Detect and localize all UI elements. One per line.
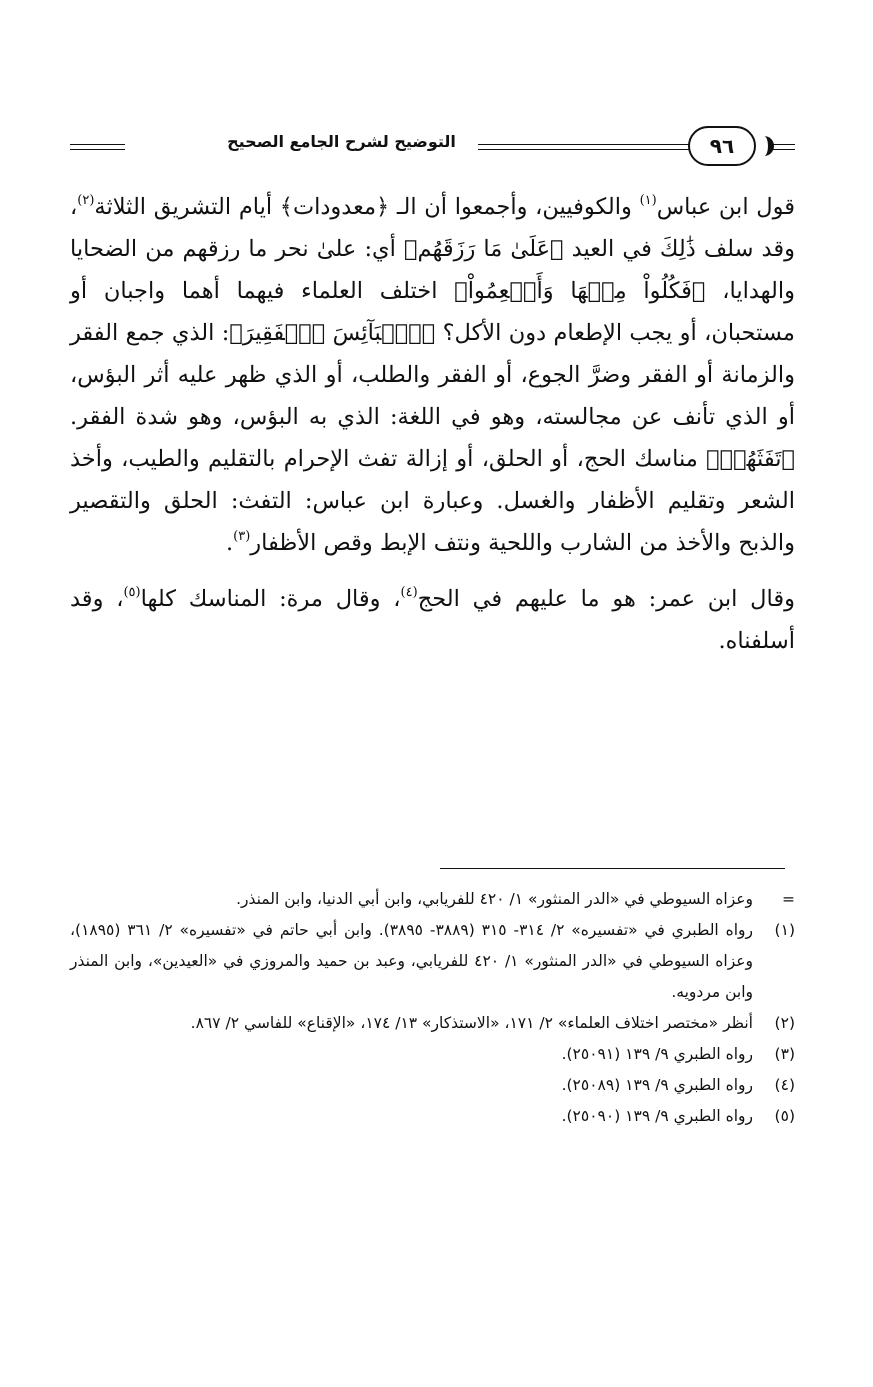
footnote-text: وعزاه السيوطي في «الدر المنثور» ١/ ٤٢٠ للفريابي، وابن أبي الدنيا، وابن المنذر. (236, 890, 753, 908)
footnote-marker: (١) (774, 921, 795, 939)
text-segment: والكوفيين، وأجمعوا أن الـ ﴿معدودات﴾ أيام التشريق الثلاثة (94, 194, 640, 220)
footnote-text: أنظر «مختصر اختلاف العلماء» ٢/ ١٧١، «الاستذكار» ١٣/ ١٧٤، «الإقناع» للفاسي ٢/ ٨٦٧. (190, 1014, 753, 1032)
footnote-text: رواه الطبري ٩/ ١٣٩ (٢٥٠٩١). (561, 1045, 753, 1063)
footnote-ref-1: (١) (639, 192, 657, 208)
footnote-marker: (٢) (774, 1014, 795, 1032)
book-title: التوضيح لشرح الجامع الصحيح (205, 132, 478, 151)
footnote-separator (440, 868, 785, 869)
text-segment: قول ابن عباس (656, 194, 795, 220)
footnote (70, 1101, 795, 1132)
footnote-marker: = (782, 890, 795, 908)
footnote (70, 1008, 795, 1039)
footnote-ref-2: (٢) (77, 192, 95, 208)
header-rule-left (70, 144, 125, 145)
footnote-text: رواه الطبري ٩/ ١٣٩ (٢٥٠٨٩). (561, 1076, 753, 1094)
footnote (70, 884, 795, 915)
text-segment: . (226, 530, 234, 556)
footnote-marker: (٣) (774, 1045, 795, 1063)
paragraph-1 (70, 186, 795, 564)
header-rule-left-thin (70, 149, 125, 150)
footnote-marker: (٥) (774, 1107, 795, 1125)
paragraph-2 (70, 578, 795, 662)
text-segment: ، وقال مرة: المناسك كلها (140, 586, 401, 612)
page-number: ٩٦ (688, 126, 756, 166)
main-text (70, 186, 795, 662)
footnote (70, 915, 795, 1008)
text-segment: ، وقد سلف ذَٰلِكَ في العيد ﴿عَلَىٰ مَا رَزَقَهُم﴾ أي: علىٰ نحر ما رزقهم من الضحايا والهدايا، ﴿فَكُلُواْ مِنۡهَا وَأَطۡعِمُواْ﴾ اختلف العلماء فيهما أهما واجبان أو مستحبان، أو يجب الإطعام دون الأكل؟ ﴿ٱلۡبَآئِسَ ٱلۡفَقِيرَ﴾: الذي جمع الفقر والزمانة أو الفقر وضرَّ الجوع، أو الفقر والطلب، أو الذي ظهر عليه أثر البؤس، أو الذي تأنف عن مجالسته، وهو في اللغة: الذي به البؤس، وهو شدة الفقر. ﴿تَفَثَهُمۡ﴾ مناسك الحج، أو الحلق، أو إزالة تفث الإحرام بالتقليم والطيب، وأخذ الشعر وتقليم الأظفار والغسل. وعبارة ابن عباس: التفث: الحلق والتقصير والذبح والأخذ من الشارب واللحية ونتف الإبط وقص الأظفار (70, 194, 795, 556)
footnote (70, 1070, 795, 1101)
footnote-text: رواه الطبري في «تفسيره» ٢/ ٣١٤- ٣١٥ (٣٨٨٩- ٣٨٩٥). وابن أبي حاتم في «تفسيره» ٢/ ٣٦١ (١٨٩٥)، وعزاه السيوطي في «الدر المنثور» ١/ ٤٢٠ للفريابي، وعبد بن حميد والمروزي في «العيدين»، وابن المنذر وابن مردويه. (70, 921, 753, 1001)
header-rule-right-thin (770, 149, 795, 150)
footnote (70, 1039, 795, 1070)
footnote-ref-4: (٤) (400, 584, 418, 600)
footnote-ref-3: (٣) (233, 528, 251, 544)
footnotes (70, 884, 795, 1132)
footnote-marker: (٤) (774, 1076, 795, 1094)
page-number-ornament (752, 136, 774, 156)
footnote-ref-5: (٥) (123, 584, 141, 600)
running-header (70, 124, 795, 170)
footnote-text: رواه الطبري ٩/ ١٣٩ (٢٥٠٩٠). (561, 1107, 753, 1125)
text-segment: ، وقد أسلفناه. (70, 586, 795, 654)
text-segment: وقال ابن عمر: هو ما عليهم في الحج (417, 586, 795, 612)
